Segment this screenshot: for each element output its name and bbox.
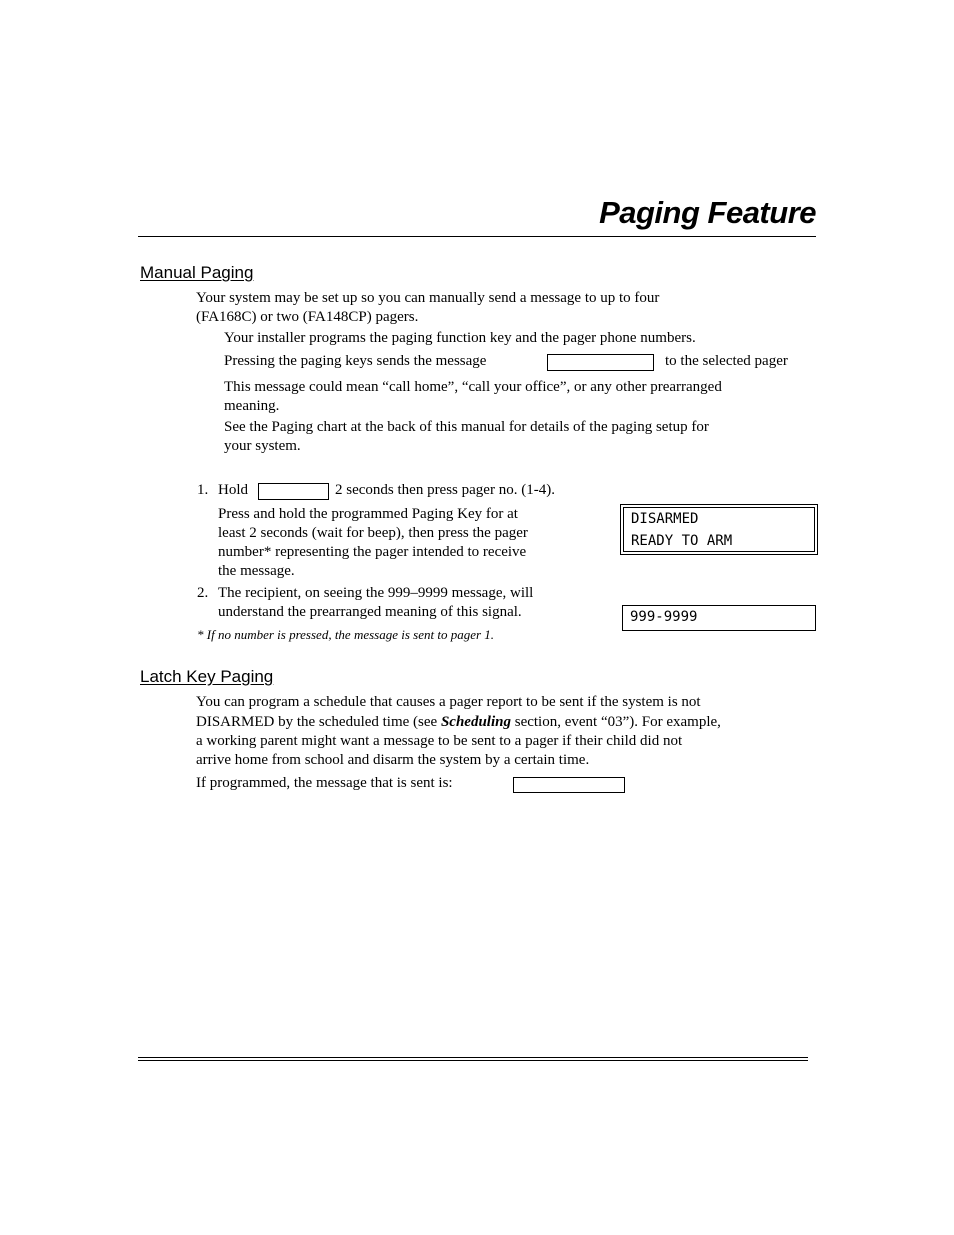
scheduling-reference: Scheduling (440, 714, 511, 730)
footer-rule-bottom (138, 1060, 808, 1061)
see-chart-line-2: your system. (224, 438, 301, 454)
latch-line-2-before: DISARMED by the scheduled time (see (196, 714, 441, 730)
paging-key-box (258, 483, 329, 500)
step-1-detail-line-2: least 2 seconds (wait for beep), then press the pager (218, 525, 528, 541)
meaning-line-2: meaning. (224, 398, 280, 414)
latch-line-4: arrive home from school and disarm the system by a certain time. (196, 752, 590, 768)
step-2-line-2: understand the prearranged meaning of this signal. (218, 604, 522, 620)
display-line-1: DISARMED (631, 511, 699, 527)
step-2-line-1: The recipient, on seeing the 999–9999 message, will (218, 585, 534, 601)
latch-line-2 (196, 713, 820, 732)
section-heading-latch-key-paging: Latch Key Paging (140, 667, 274, 686)
pressing-text-before: Pressing the paging keys sends the message (224, 353, 487, 369)
step-1-detail-line-4: the message. (218, 563, 295, 579)
meaning-line-1: This message could mean “call home”, “call your office”, or any other prearranged (224, 379, 722, 395)
step-1-number: 1. (197, 482, 209, 498)
see-chart-line-1: See the Paging chart at the back of this manual for details of the paging setup for (224, 419, 709, 435)
intro-line-1: Your system may be set up so you can manually send a message to up to four (196, 290, 660, 306)
latch-message-text: If programmed, the message that is sent is: (196, 775, 453, 791)
footnote: * If no number is pressed, the message is sent to pager 1. (197, 627, 495, 642)
latch-line-1: You can program a schedule that causes a pager report to be sent if the system is not (196, 694, 701, 710)
step-1-after: 2 seconds then press pager no. (1-4). (335, 482, 555, 498)
step-1-detail-line-1: Press and hold the programmed Paging Key for at (218, 506, 518, 522)
message-display-box (547, 354, 654, 371)
latch-message-box (513, 777, 625, 793)
title-rule (138, 236, 816, 237)
pressing-text-after: to the selected pager (665, 353, 788, 369)
latch-line-3: a working parent might want a message to be sent to a pager if their child did not (196, 733, 683, 749)
step-2-number: 2. (197, 585, 209, 601)
display-line-2: READY TO ARM (631, 533, 733, 549)
page-title: Paging Feature (599, 195, 816, 230)
pager-display-text: 999-9999 (630, 609, 698, 625)
footer-rule-top (138, 1057, 808, 1058)
intro-line-2: (FA168C) or two (FA148CP) pagers. (196, 309, 419, 325)
latch-line-2-after: section, event “03”). For example, (510, 714, 721, 730)
pager-display (622, 605, 816, 631)
keypad-display-disarmed (620, 504, 818, 555)
installer-text: Your installer programs the paging function key and the pager phone numbers. (224, 330, 696, 346)
step-1-detail-line-3: number* representing the pager intended to receive (218, 544, 527, 560)
section-heading-manual-paging: Manual Paging (140, 263, 254, 282)
step-1-hold: Hold (218, 482, 248, 498)
